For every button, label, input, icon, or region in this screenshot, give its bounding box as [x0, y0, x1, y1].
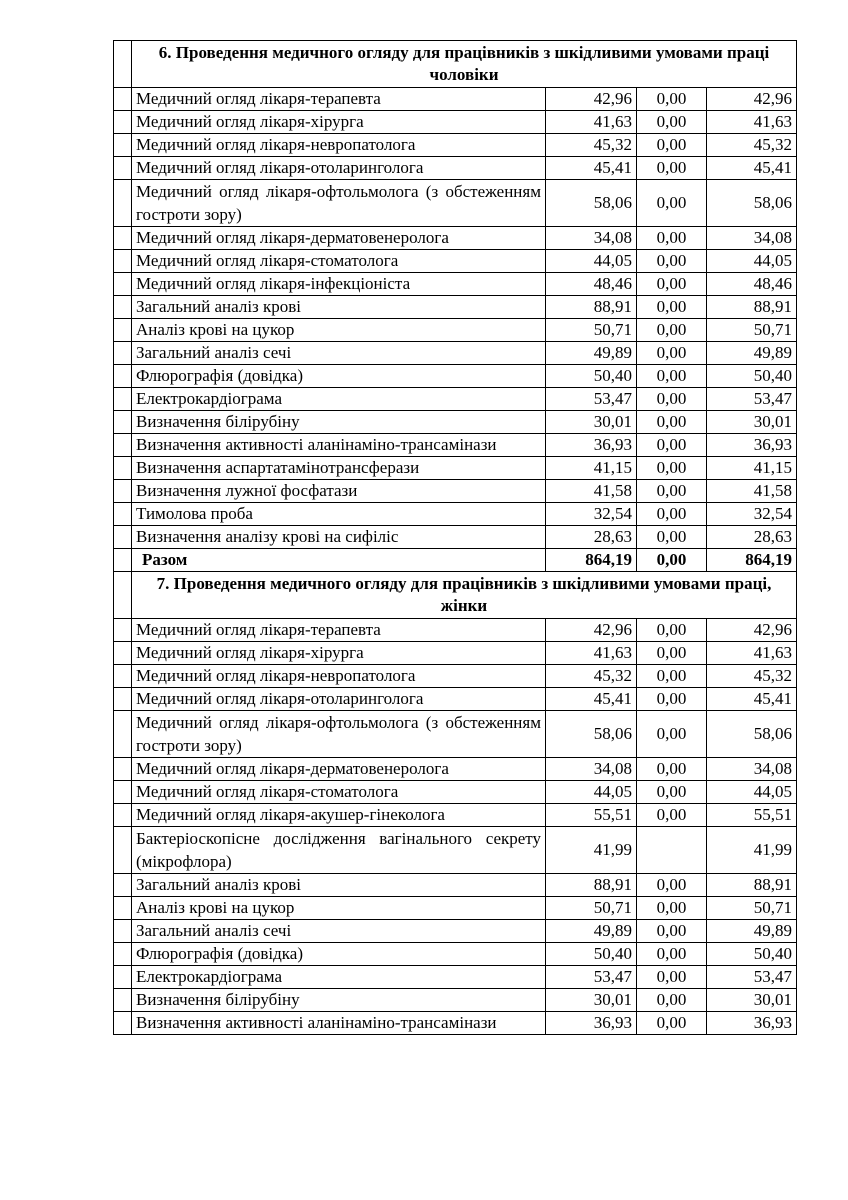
price-value: 41,63	[546, 111, 637, 134]
row-marker-cell	[114, 804, 132, 827]
total-value: 36,93	[707, 434, 797, 457]
total-value: 42,96	[707, 619, 797, 642]
table-row	[114, 111, 797, 134]
discount-value: 0,00	[637, 296, 707, 319]
table-row	[114, 319, 797, 342]
table-row	[114, 526, 797, 549]
discount-value: 0,00	[637, 388, 707, 411]
price-value: 53,47	[546, 388, 637, 411]
service-name: Визначення активності аланінаміно-трансамінази	[132, 1012, 546, 1035]
discount-value: 0,00	[637, 134, 707, 157]
price-value: 44,05	[546, 781, 637, 804]
row-marker-cell	[114, 388, 132, 411]
row-marker-cell	[114, 457, 132, 480]
discount-value: 0,00	[637, 457, 707, 480]
service-name: Тимолова проба	[132, 503, 546, 526]
discount-value: 0,00	[637, 874, 707, 897]
row-marker-cell	[114, 897, 132, 920]
discount-value: 0,00	[637, 250, 707, 273]
row-marker-cell	[114, 572, 132, 619]
discount-value: 0,00	[637, 365, 707, 388]
service-name: Визначення лужної фосфатази	[132, 480, 546, 503]
table-row	[114, 989, 797, 1012]
price-value: 48,46	[546, 273, 637, 296]
service-name: Визначення аспартатамінотрансферази	[132, 457, 546, 480]
price-value: 42,96	[546, 619, 637, 642]
row-marker-cell	[114, 665, 132, 688]
price-value: 30,01	[546, 989, 637, 1012]
row-marker-cell	[114, 758, 132, 781]
total-price: 864,19	[546, 549, 637, 572]
table-row	[114, 134, 797, 157]
service-name: Загальний аналіз крові	[132, 874, 546, 897]
total-value: 41,58	[707, 480, 797, 503]
price-value: 34,08	[546, 758, 637, 781]
table-row	[114, 434, 797, 457]
service-name: Медичний огляд лікаря-офтольмолога (з обстеженням гостроти зору)	[132, 711, 546, 758]
service-name: Медичний огляд лікаря-терапевта	[132, 619, 546, 642]
service-name: Медичний огляд лікаря-стоматолога	[132, 781, 546, 804]
total-value: 41,63	[707, 111, 797, 134]
table-row	[114, 619, 797, 642]
table-row	[114, 758, 797, 781]
total-value: 50,71	[707, 897, 797, 920]
table-row	[114, 781, 797, 804]
section-header-row	[114, 41, 797, 88]
discount-value: 0,00	[637, 526, 707, 549]
price-value: 36,93	[546, 434, 637, 457]
table-row	[114, 1012, 797, 1035]
table-row	[114, 804, 797, 827]
discount-value: 0,00	[637, 897, 707, 920]
discount-value: 0,00	[637, 273, 707, 296]
table-row	[114, 480, 797, 503]
total-value: 58,06	[707, 180, 797, 227]
price-value: 53,47	[546, 966, 637, 989]
total-value: 34,08	[707, 758, 797, 781]
price-value: 45,32	[546, 665, 637, 688]
discount-value: 0,00	[637, 411, 707, 434]
discount-value: 0,00	[637, 157, 707, 180]
table-row	[114, 388, 797, 411]
price-value: 50,71	[546, 897, 637, 920]
table-row	[114, 180, 797, 227]
discount-value: 0,00	[637, 88, 707, 111]
total-value: 45,41	[707, 688, 797, 711]
service-name: Медичний огляд лікаря-хірурга	[132, 642, 546, 665]
table-row	[114, 920, 797, 943]
total-value: 49,89	[707, 920, 797, 943]
service-name: Загальний аналіз крові	[132, 296, 546, 319]
service-name: Загальний аналіз сечі	[132, 342, 546, 365]
row-marker-cell	[114, 273, 132, 296]
table-row	[114, 827, 797, 874]
price-value: 50,40	[546, 943, 637, 966]
price-value: 88,91	[546, 296, 637, 319]
row-marker-cell	[114, 319, 132, 342]
total-value: 42,96	[707, 88, 797, 111]
discount-value: 0,00	[637, 920, 707, 943]
service-name: Медичний огляд лікаря-дерматовенеролога	[132, 758, 546, 781]
total-value: 44,05	[707, 250, 797, 273]
row-marker-cell	[114, 250, 132, 273]
discount-value: 0,00	[637, 342, 707, 365]
total-value: 45,41	[707, 157, 797, 180]
total-value: 45,32	[707, 665, 797, 688]
table-row	[114, 365, 797, 388]
service-name: Медичний огляд лікаря-невропатолога	[132, 134, 546, 157]
row-marker-cell	[114, 549, 132, 572]
table-row	[114, 157, 797, 180]
row-marker-cell	[114, 874, 132, 897]
price-value: 55,51	[546, 804, 637, 827]
service-name: Медичний огляд лікаря-інфекціоніста	[132, 273, 546, 296]
price-value: 45,41	[546, 157, 637, 180]
service-name: Визначення білірубіну	[132, 989, 546, 1012]
row-marker-cell	[114, 827, 132, 874]
total-value: 44,05	[707, 781, 797, 804]
discount-value	[637, 827, 707, 874]
discount-value: 0,00	[637, 758, 707, 781]
total-value: 48,46	[707, 273, 797, 296]
row-marker-cell	[114, 480, 132, 503]
table-row	[114, 874, 797, 897]
table-row	[114, 273, 797, 296]
price-value: 58,06	[546, 711, 637, 758]
table-row	[114, 296, 797, 319]
discount-value: 0,00	[637, 111, 707, 134]
row-marker-cell	[114, 966, 132, 989]
row-marker-cell	[114, 434, 132, 457]
service-name: Визначення активності аланінаміно-трансамінази	[132, 434, 546, 457]
row-marker-cell	[114, 227, 132, 250]
section-title: 6. Проведення медичного огляду для працівників з шкідливими умовами праці чоловіки	[132, 41, 797, 88]
row-marker-cell	[114, 365, 132, 388]
price-table	[113, 40, 797, 1035]
service-name: Медичний огляд лікаря-невропатолога	[132, 665, 546, 688]
service-name: Електрокардіограма	[132, 388, 546, 411]
row-marker-cell	[114, 526, 132, 549]
row-marker-cell	[114, 411, 132, 434]
total-value: 30,01	[707, 989, 797, 1012]
total-value: 50,40	[707, 365, 797, 388]
price-value: 36,93	[546, 1012, 637, 1035]
price-value: 50,71	[546, 319, 637, 342]
row-marker-cell	[114, 111, 132, 134]
service-name: Медичний огляд лікаря-дерматовенеролога	[132, 227, 546, 250]
section-title: 7. Проведення медичного огляду для працівників з шкідливими умовами праці, жінки	[132, 572, 797, 619]
service-name: Аналіз крові на цукор	[132, 897, 546, 920]
price-value: 49,89	[546, 342, 637, 365]
total-value: 50,71	[707, 319, 797, 342]
total-value: 58,06	[707, 711, 797, 758]
service-name: Медичний огляд лікаря-офтольмолога (з обстеженням гостроти зору)	[132, 180, 546, 227]
discount-value: 0,00	[637, 1012, 707, 1035]
total-value: 53,47	[707, 966, 797, 989]
total-value: 45,32	[707, 134, 797, 157]
service-name: Флюрографія (довідка)	[132, 365, 546, 388]
table-row	[114, 227, 797, 250]
total-value: 49,89	[707, 342, 797, 365]
table-row	[114, 943, 797, 966]
discount-value: 0,00	[637, 480, 707, 503]
price-value: 45,41	[546, 688, 637, 711]
total-value: 41,15	[707, 457, 797, 480]
price-value: 42,96	[546, 88, 637, 111]
service-name: Медичний огляд лікаря-терапевта	[132, 88, 546, 111]
table-row	[114, 503, 797, 526]
total-value: 88,91	[707, 874, 797, 897]
discount-value: 0,00	[637, 227, 707, 250]
total-label: Разом	[132, 549, 546, 572]
discount-value: 0,00	[637, 665, 707, 688]
total-value: 55,51	[707, 804, 797, 827]
discount-value: 0,00	[637, 180, 707, 227]
table-row	[114, 642, 797, 665]
row-marker-cell	[114, 619, 132, 642]
row-marker-cell	[114, 180, 132, 227]
row-marker-cell	[114, 642, 132, 665]
row-marker-cell	[114, 134, 132, 157]
price-value: 41,63	[546, 642, 637, 665]
total-value: 88,91	[707, 296, 797, 319]
service-name: Загальний аналіз сечі	[132, 920, 546, 943]
row-marker-cell	[114, 943, 132, 966]
price-value: 41,58	[546, 480, 637, 503]
service-name: Бактеріоскопісне дослідження вагінального секрету (мікрофлора)	[132, 827, 546, 874]
total-value: 53,47	[707, 388, 797, 411]
discount-value: 0,00	[637, 781, 707, 804]
total-value: 41,63	[707, 642, 797, 665]
table-row	[114, 457, 797, 480]
service-name: Визначення аналізу крові на сифіліс	[132, 526, 546, 549]
discount-value: 0,00	[637, 319, 707, 342]
row-marker-cell	[114, 41, 132, 88]
price-value: 50,40	[546, 365, 637, 388]
total-value: 34,08	[707, 227, 797, 250]
price-value: 34,08	[546, 227, 637, 250]
service-name: Медичний огляд лікаря-хірурга	[132, 111, 546, 134]
price-value: 88,91	[546, 874, 637, 897]
price-value: 41,15	[546, 457, 637, 480]
row-marker-cell	[114, 157, 132, 180]
price-table-body	[114, 41, 797, 1035]
service-name: Медичний огляд лікаря-акушер-гінеколога	[132, 804, 546, 827]
row-marker-cell	[114, 688, 132, 711]
row-marker-cell	[114, 989, 132, 1012]
table-row	[114, 88, 797, 111]
discount-value: 0,00	[637, 966, 707, 989]
discount-value: 0,00	[637, 619, 707, 642]
row-marker-cell	[114, 88, 132, 111]
total-value: 30,01	[707, 411, 797, 434]
row-marker-cell	[114, 342, 132, 365]
total-value: 32,54	[707, 503, 797, 526]
price-value: 41,99	[546, 827, 637, 874]
price-value: 45,32	[546, 134, 637, 157]
total-value: 36,93	[707, 1012, 797, 1035]
table-row	[114, 897, 797, 920]
table-row	[114, 711, 797, 758]
discount-value: 0,00	[637, 503, 707, 526]
discount-value: 0,00	[637, 989, 707, 1012]
table-row	[114, 688, 797, 711]
section-header-row	[114, 572, 797, 619]
price-value: 32,54	[546, 503, 637, 526]
row-marker-cell	[114, 920, 132, 943]
price-value: 30,01	[546, 411, 637, 434]
row-marker-cell	[114, 503, 132, 526]
row-marker-cell	[114, 711, 132, 758]
price-value: 44,05	[546, 250, 637, 273]
price-value: 49,89	[546, 920, 637, 943]
service-name: Медичний огляд лікаря-отоларинголога	[132, 157, 546, 180]
total-value: 28,63	[707, 526, 797, 549]
discount-value: 0,00	[637, 804, 707, 827]
discount-value: 0,00	[637, 642, 707, 665]
discount-value: 0,00	[637, 711, 707, 758]
price-value: 58,06	[546, 180, 637, 227]
service-name: Медичний огляд лікаря-отоларинголога	[132, 688, 546, 711]
table-row	[114, 250, 797, 273]
price-value: 28,63	[546, 526, 637, 549]
table-row	[114, 342, 797, 365]
service-name: Медичний огляд лікаря-стоматолога	[132, 250, 546, 273]
total-value: 41,99	[707, 827, 797, 874]
service-name: Визначення білірубіну	[132, 411, 546, 434]
table-row	[114, 966, 797, 989]
table-row	[114, 665, 797, 688]
total-discount: 0,00	[637, 549, 707, 572]
row-marker-cell	[114, 296, 132, 319]
service-name: Аналіз крові на цукор	[132, 319, 546, 342]
service-name: Флюрографія (довідка)	[132, 943, 546, 966]
row-marker-cell	[114, 781, 132, 804]
discount-value: 0,00	[637, 688, 707, 711]
discount-value: 0,00	[637, 943, 707, 966]
total-value: 50,40	[707, 943, 797, 966]
total-row	[114, 549, 797, 572]
service-name: Електрокардіограма	[132, 966, 546, 989]
table-row	[114, 411, 797, 434]
row-marker-cell	[114, 1012, 132, 1035]
total-sum: 864,19	[707, 549, 797, 572]
discount-value: 0,00	[637, 434, 707, 457]
